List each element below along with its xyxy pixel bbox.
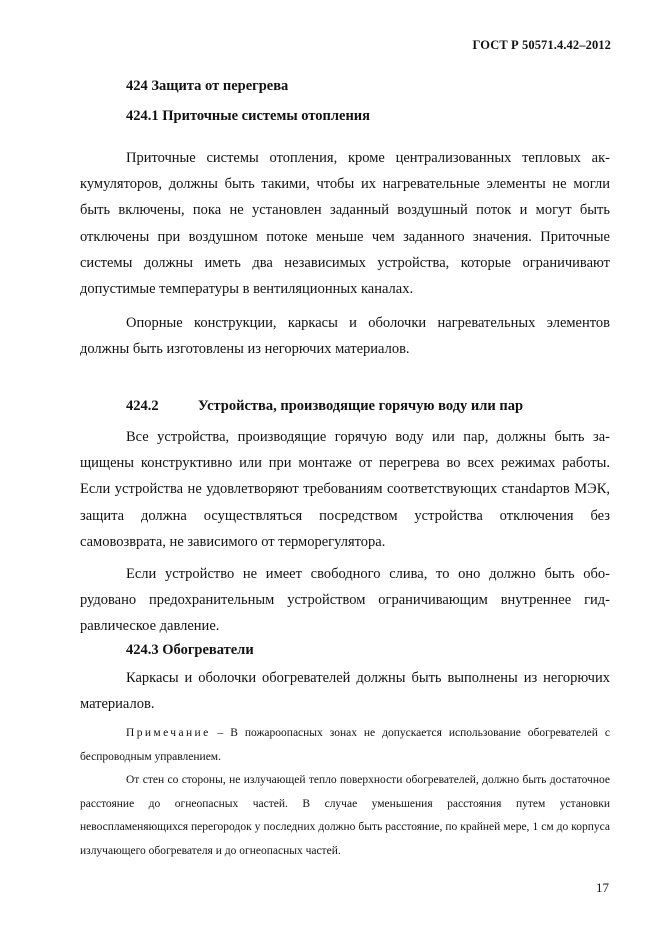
section-424-3-heading: 424.3 Обогреватели (126, 642, 254, 658)
section-424-1-paragraph-1: Приточные системы отопления, кроме централизованных тепловых аккумуляторов, должны быть такими, чтобы их нагревательные элементы не могли быть включены, пока не установлен заданный воздушный поток и могут быть отключены при воздушном потоке меньше чем заданного значения. Приточные системы должны иметь два независимых устройства, которые ограничивают допустимые температуры в вентиляционных каналах. (80, 150, 610, 298)
section-424-1-heading: 424.1 Приточные системы отопления (126, 108, 370, 124)
note-text: – В пожароопасных зонах не допускается использование обогревателей с беспроводным управлением. (80, 727, 610, 763)
document-header: ГОСТ Р 50571.4.42–2012 (472, 38, 611, 52)
section-424-heading: 424 Защита от перегрева (126, 78, 289, 94)
section-424-3-note-2: От стен со стороны, не излучающей тепло поверхности обогревателей, должно быть достаточное расстояние до огнеопасных частей. В случае уменьшения расстояния путем установки невоспламеняющихся перегородок у последних должно быть расстояние, по крайней мере, 1 см до корпуса излучающего обогревателя и до огнеопасных частей. (80, 774, 610, 857)
section-424-2-paragraph-2: Если устройство не имеет свободного слива, то оно должно быть оборудовано предохранительным устройством ограничивающим внутреннее гидравлическое давление. (80, 566, 610, 635)
section-424-3-note (80, 722, 610, 769)
section-424-2-number: 424.2 (126, 398, 159, 414)
note-label: Примечание (126, 727, 211, 739)
section-424-2-paragraph-1: Все устройства, производящие горячую воду или пар, должны быть защищены конструктивно или при монтаже от перегрева во всех режимах работы. Если устройства не удовлетворяют требованиям соответствующих станdартов МЭК, защита должна осуществляться посредством устройства отключения без самовозврата, не зависимого от терморегулятора. (80, 429, 610, 550)
page-number: 17 (596, 880, 609, 895)
section-424-3-paragraph-1: Каркасы и оболочки обогревателей должны быть выполнены из негорючих материалов. (80, 670, 610, 713)
section-424-2-heading: Устройства, производящие горячую воду или пар (198, 398, 524, 414)
section-424-1-paragraph-2: Опорные конструкции, каркасы и оболочки нагревательных элементов должны быть изготовлены из негорючих материалов. (80, 315, 610, 358)
